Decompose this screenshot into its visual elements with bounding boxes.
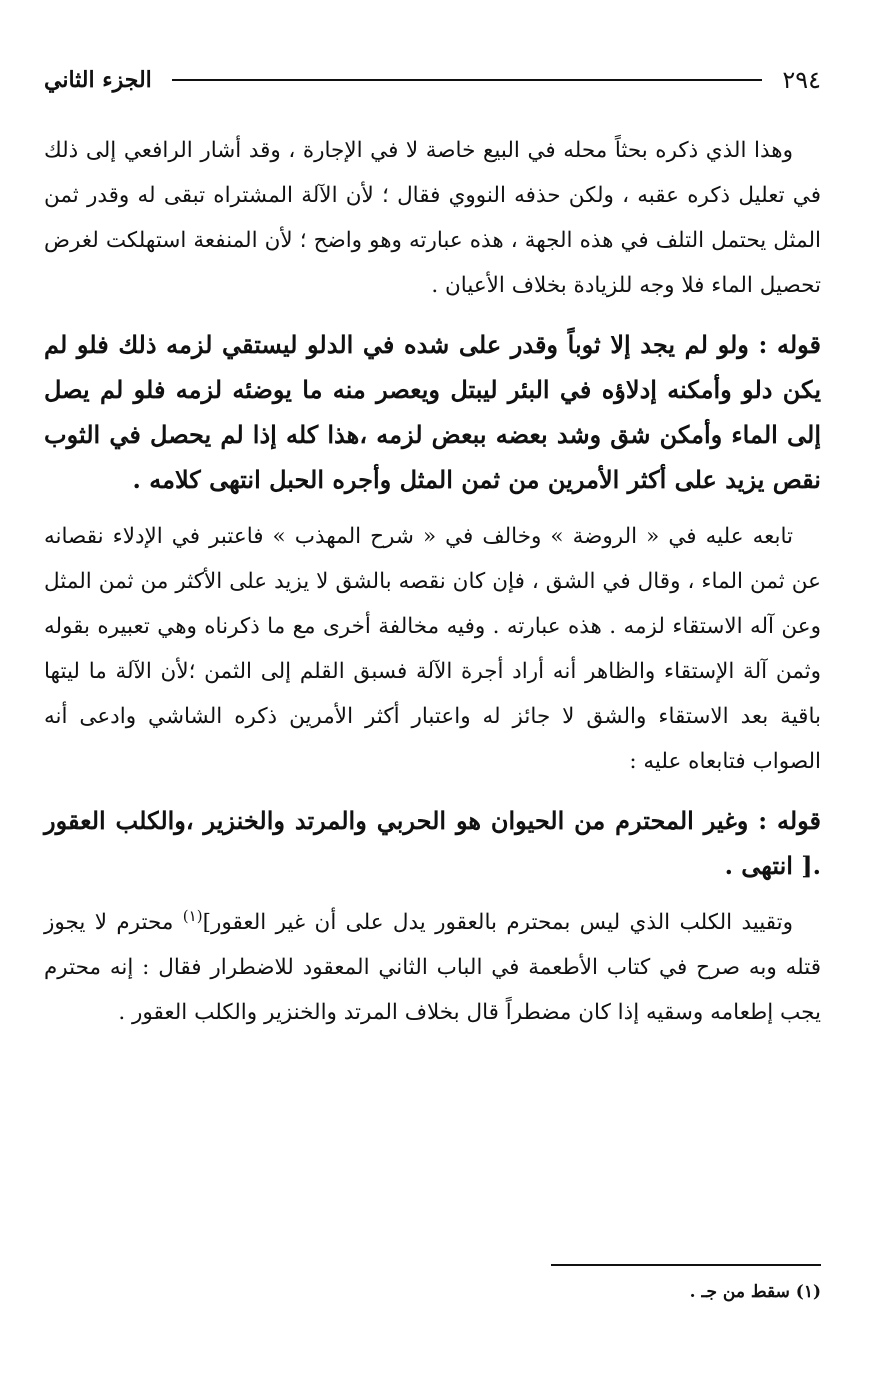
paragraph-spacer <box>44 888 821 900</box>
paragraph-3-text-end: محترم لا يجوز قتله وبه صرح في كتاب الأطعمة في الباب الثاني المعقود للاضطرار فقال : إنه محترم يجب إطعامه وسقيه إذا كان مضطراً قال بخلاف المرتد والخنزير والكلب العقور . <box>44 910 821 1025</box>
paragraph-spacer <box>44 784 821 798</box>
footnote-rule <box>551 1264 821 1266</box>
header-rule <box>172 79 763 81</box>
page-number: ٢٩٤ <box>782 66 821 94</box>
paragraph-1: وهذا الذي ذكره بحثاً محله في البيع خاصة لا في الإجارة ، وقد أشار الرافعي إلى ذلك في تعليل ذكره عقبه ، ولكن حذفه النووي فقال ؛ لأن الآلة المشتراه تبقى له وقدر ثمن المثل يحتمل التلف في هذه الجهة ، هذه عبارته وهو واضح ؛ لأن المنفعة استهلكت لغرض تحصيل الماء فلا وجه للزيادة بخلاف الأعيان . <box>44 138 821 298</box>
running-head <box>44 60 821 100</box>
paragraph-2: تابعه عليه في « الروضة » وخالف في « شرح المهذب » فاعتبر في الإدلاء نقصانه عن ثمن الماء ، وقال في الشق ، فإن كان نقصه بالشق لا يزيد على الأكثر من ثمن المثل وعن آله الاستقاء لزمه . هذه عبارته . وفيه مخالفة أخرى مع ما ذكرناه وهي تعبيره بقوله وثمن آلة الإستقاء والظاهر أنه أراد أجرة الآلة فسبق القلم إلى الثمن ؛لأن الآلة ما ليتها باقية بعد الاستقاء والشق لا جائز له واعتبار أكثر الأمرين ذكره الشاشي وادعى أنه الصواب فتابعاه عليه : <box>44 524 821 774</box>
paragraph-3 <box>44 900 821 1035</box>
volume-title: الجزء الثاني <box>44 67 152 93</box>
footnote-marker: (١) <box>182 906 203 925</box>
quoted-passage-1: قوله : ولو لم يجد إلا ثوباً وقدر على شده في الدلو ليستقي لزمه ذلك فلو لم يكن دلو وأمكنه إدلاؤه في البئر ليبتل ويعصر منه ما يوضئه لزمه فلو لم يصل إلى الماء وأمكن شق وشد بعضه ببعض لزمه ،هذا كله إذا لم يحصل في الثوب نقص يزيد على أكثر الأمرين من ثمن المثل وأجره الحبل انتهى كلامه . <box>44 330 821 494</box>
quoted-passage-2: قوله : وغير المحترم من الحيوان هو الحربي والمرتد والخنزير ،والكلب العقور .[ انتهى . <box>44 806 821 880</box>
paragraph-3-text-start: وتقييد الكلب الذي ليس بمحترم بالعقور يدل على أن غير العقور] <box>202 910 793 935</box>
footnote: (١) سقط من جـ . <box>689 1282 821 1302</box>
paragraph-spacer <box>44 308 821 322</box>
body-text <box>44 128 821 1035</box>
paragraph-spacer <box>44 502 821 514</box>
